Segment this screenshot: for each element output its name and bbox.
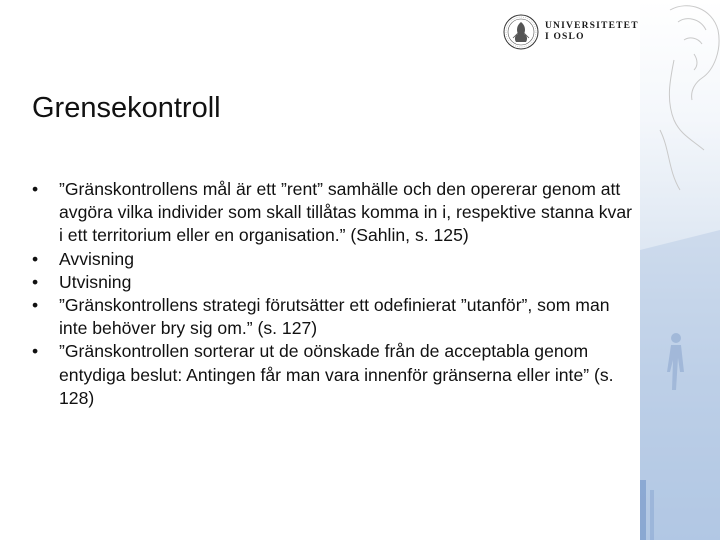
- bullet-text: Utvisning: [59, 271, 132, 292]
- bullet-text: ”Gränskontrollen sorterar ut de oönskade från de acceptabla genom entydiga beslut: Antingen får man vara innenför gränserna eller inte” (s. 128): [59, 341, 614, 408]
- bullet-item: [32, 271, 632, 294]
- bullet-list: [32, 178, 632, 410]
- statue-illustration: [640, 0, 720, 540]
- bullet-marker: •: [32, 248, 39, 269]
- bullet-text: ”Gränskontrollens strategi förutsätter ett odefinierat ”utanför”, som man inte behöver bry sig om.” (s. 127): [59, 295, 610, 339]
- bullet-text: Avvisning: [59, 248, 134, 269]
- slide-title: Grensekontroll: [32, 92, 221, 124]
- bullet-item: [32, 248, 632, 271]
- university-logo: [503, 14, 639, 54]
- bullet-marker: •: [32, 341, 39, 362]
- bullet-item: [32, 294, 632, 340]
- bullet-text: ”Gränskontrollens mål är ett ”rent” samhälle och den opererar genom att avgöra vilka individer som skall tillåtas komma in i, respektive stanna kvar i ett territorium eller en organisation.” (Sahlin, s. 125): [59, 179, 632, 246]
- bullet-marker: •: [32, 271, 39, 292]
- bullet-marker: •: [32, 295, 39, 316]
- side-decorative-band: [640, 0, 720, 540]
- university-name-line1: UNIVERSITETET: [545, 21, 639, 31]
- university-seal-icon: [503, 14, 539, 50]
- bullet-item: [32, 340, 632, 410]
- university-name-line2: I OSLO: [545, 32, 585, 42]
- bullet-marker: •: [32, 179, 39, 199]
- bullet-item: [32, 178, 632, 248]
- university-name: [545, 21, 639, 43]
